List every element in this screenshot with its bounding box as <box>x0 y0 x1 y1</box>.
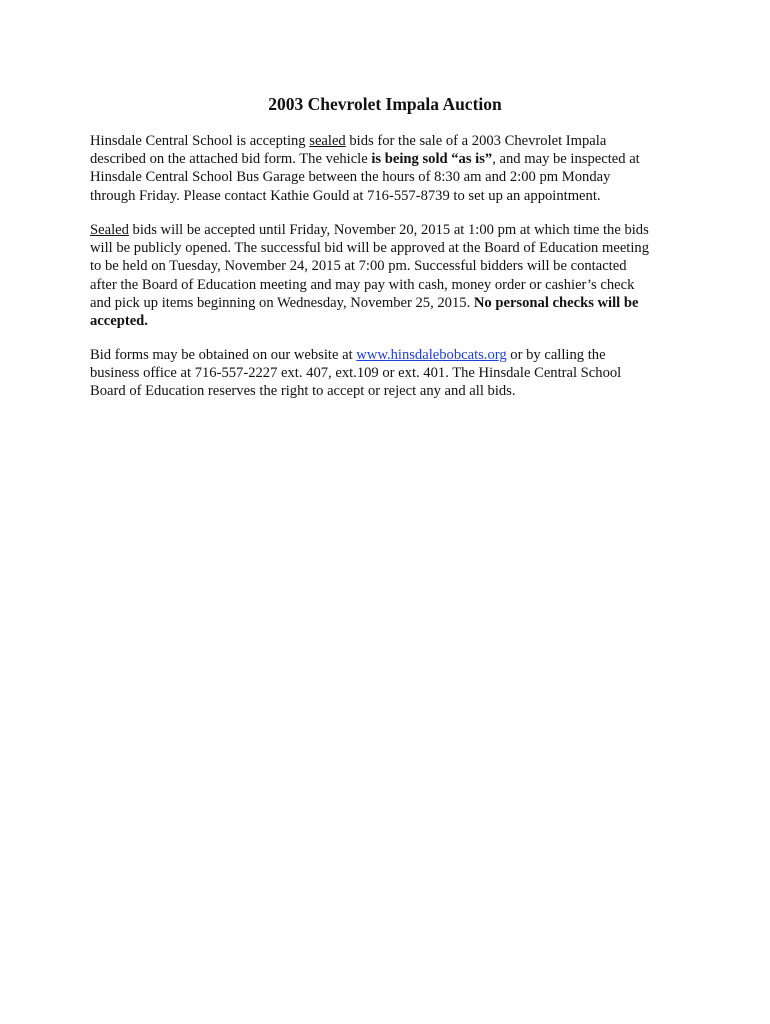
sealed-underlined-text: sealed <box>309 133 346 149</box>
p1-line1-a: Hinsdale Central School is accepting <box>90 133 310 149</box>
p3-line3: Board of Education reserves the right to accept or reject any and all bids. <box>90 383 516 400</box>
p1-line1-b: bids for the sale of a 2003 Chevrolet Impala <box>345 133 607 149</box>
accepted-bold-text: accepted. <box>90 313 148 330</box>
p2-line2: will be publicly opened. The successful bid will be approved at the Board of Education meeting <box>90 240 650 257</box>
p1-line2-b: , and may be inspected at <box>492 151 640 168</box>
p1-line4: through Friday. Please contact Kathie Gould at 716-557-8739 to set up an appointment. <box>90 187 601 204</box>
no-personal-checks-bold-text: No personal checks will be <box>473 294 639 311</box>
paragraph-bid-deadline <box>90 221 690 330</box>
p2-line1-rest: bids will be accepted until Friday, November 20, 2015 at 1:00 pm at which time the bids <box>128 222 649 238</box>
paragraph-bid-forms <box>90 346 690 401</box>
paragraph-bid-announcement <box>90 132 690 205</box>
as-is-bold-text: is being sold “as is” <box>371 151 493 168</box>
sealed-underlined-word: Sealed <box>90 222 129 238</box>
p2-line3: to be held on Tuesday, November 24, 2015 at 7:00 pm. Successful bidders will be contacted <box>90 258 627 275</box>
p3-line2: business office at 716-557-2227 ext. 407, ext.109 or ext. 401. The Hinsdale Central School <box>90 365 622 382</box>
p3-line1-a: Bid forms may be obtained on our website at <box>90 347 357 363</box>
document-title: 2003 Chevrolet Impala Auction <box>268 94 502 114</box>
p2-line5-a: and pick up items beginning on Wednesday, November 25, 2015. <box>90 294 474 311</box>
p2-line4: after the Board of Education meeting and may pay with cash, money order or cashier’s check <box>90 276 635 293</box>
p1-line3: Hinsdale Central School Bus Garage between the hours of 8:30 am and 2:00 pm Monday <box>90 169 611 186</box>
p3-line1-b: or by calling the <box>506 347 606 363</box>
p1-line2-a: described on the attached bid form. The vehicle <box>90 151 372 168</box>
website-link[interactable]: www.hinsdalebobcats.org <box>356 347 507 363</box>
